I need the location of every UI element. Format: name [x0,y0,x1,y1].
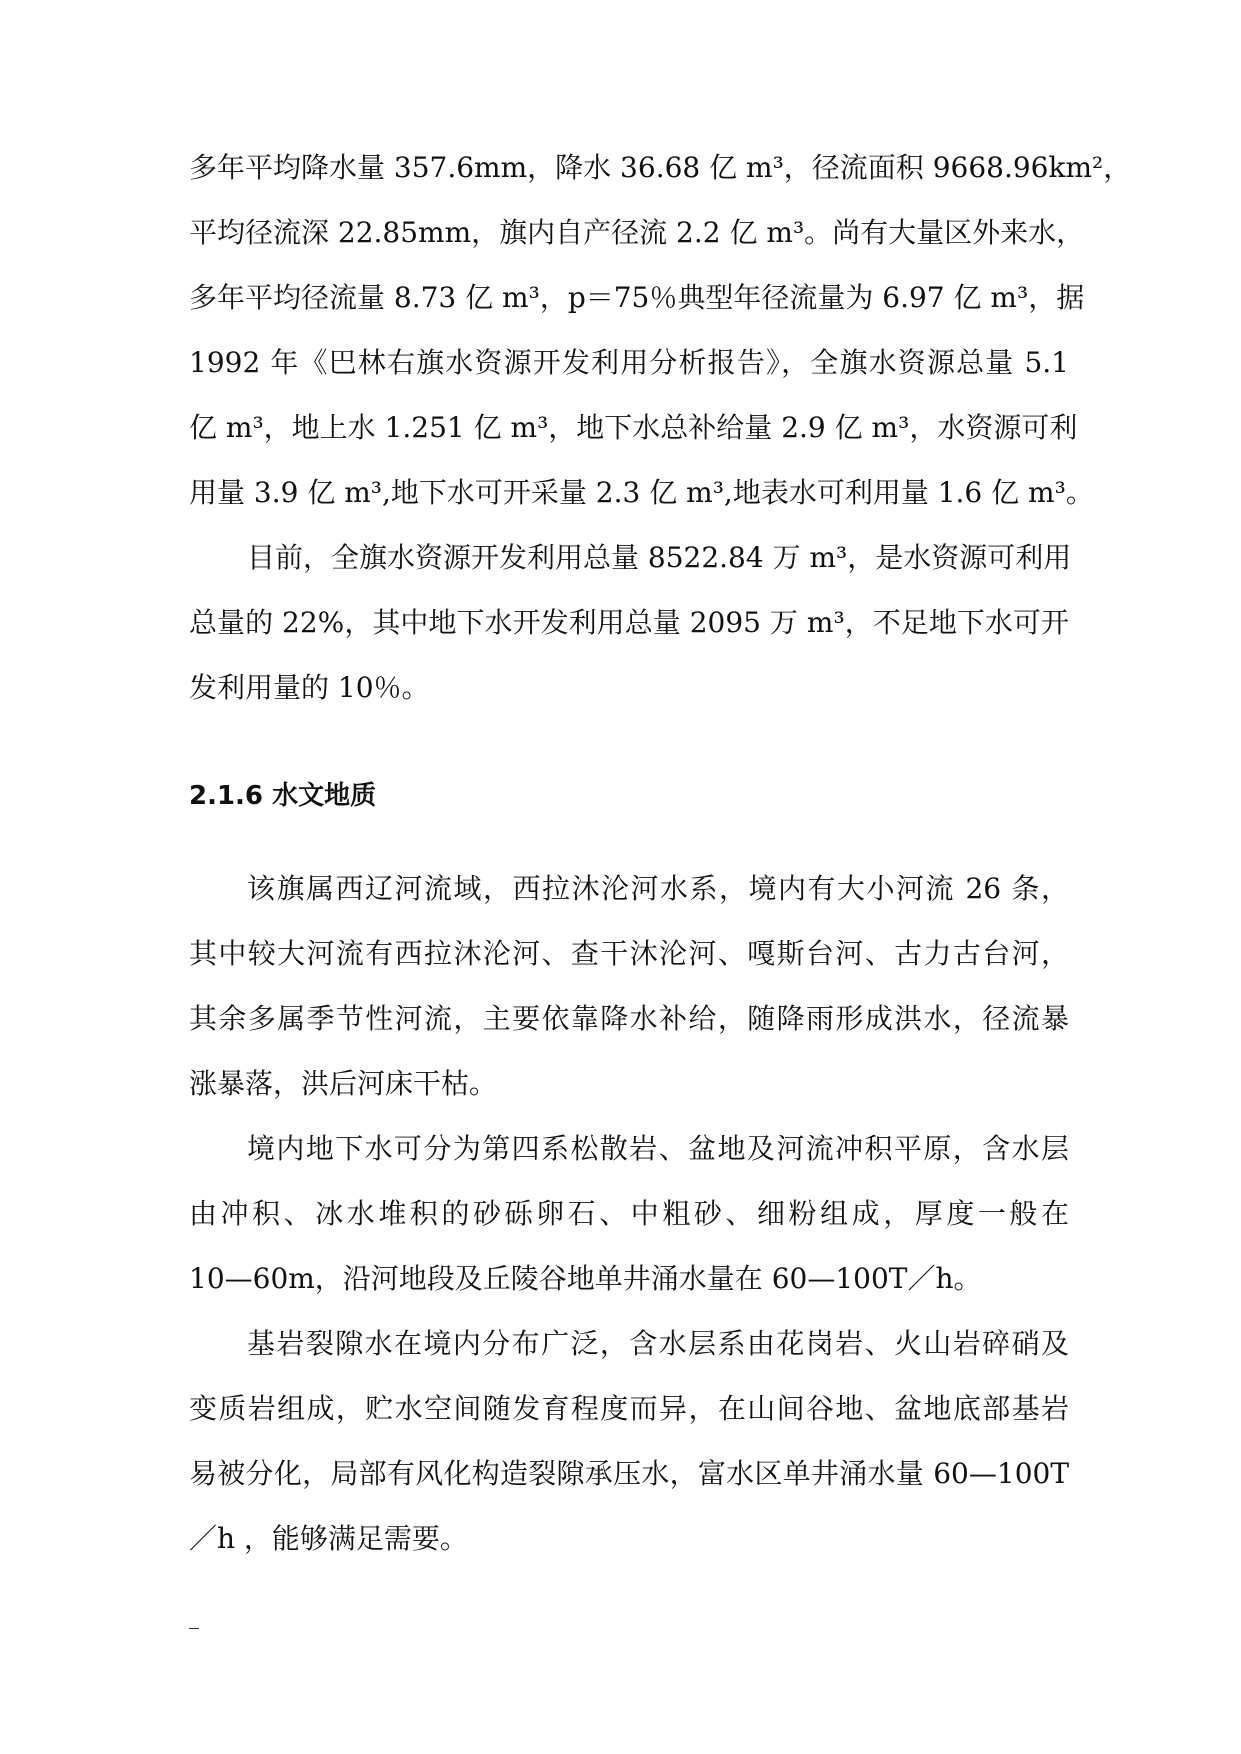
text-line: 1992 年《巴林右旗水资源开发利用分析报告》，全旗水资源总量 5.1 [189,346,1069,379]
text-line: 平均径流深 22.85mm，旗内自产径流 2.2 亿 m³。尚有大量区外来水， [189,216,1085,249]
text-line: 亿 m³，地上水 1.251 亿 m³，地下水总补给量 2.9 亿 m³，水资源可利 [189,411,1078,444]
text-line: 其余多属季节性河流，主要依靠降水补给，随降雨形成洪水，径流暴 [189,1002,1069,1035]
text-line: 由冲积、冰水堆积的砂砾卵石、中粗砂、细粉组成，厚度一般在 [189,1197,1069,1230]
text-line: 多年平均径流量 8.73 亿 m³，p＝75％典型年径流量为 6.97 亿 m³，据 [189,281,1085,314]
text-line: 发利用量的 10％。 [189,671,430,704]
footer-mark [189,1628,199,1629]
text-line: ／h ，能够满足需要。 [189,1522,468,1555]
section-heading: 2.1.6 水文地质 [189,781,377,811]
text-line: 变质岩组成，贮水空间随发育程度而异，在山间谷地、盆地底部基岩 [189,1392,1069,1425]
paragraph-bedrock-water [189,1311,1069,1571]
text-line: 总量的 22%，其中地下水开发利用总量 2095 万 m³，不足地下水可开 [189,606,1069,639]
text-line: 境内地下水可分为第四系松散岩、盆地及河流冲积平原，含水层 [247,1132,1069,1165]
text-line: 用量 3.9 亿 m³,地下水可开采量 2.3 亿 m³,地表水可利用量 1.6 亿 m³。 [189,476,1094,509]
text-line: 目前，全旗水资源开发利用总量 8522.84 万 m³，是水资源可利用 [247,541,1072,574]
text-line: 多年平均降水量 357.6mm，降水 36.68 亿 m³，径流面积 9668.96km²， [189,151,1132,184]
paragraph-river-system [189,856,1069,1116]
text-line: 涨暴落，洪后河床干枯。 [189,1067,498,1100]
text-line: 其中较大河流有西拉沐沦河、查干沐沦河、嘎斯台河、古力古台河， [189,937,1069,970]
text-line: 10—60m，沿河地段及丘陵谷地单井涌水量在 60—100T／h。 [189,1262,982,1295]
paragraph-water-utilization [189,525,1072,720]
text-line: 该旗属西辽河流域，西拉沐沦河水系，境内有大小河流 26 条， [247,872,1069,905]
text-line: 基岩裂隙水在境内分布广泛，含水层系由花岗岩、火山岩碎硝及 [247,1327,1069,1360]
paragraph-water-statistics [189,135,1132,525]
text-line: 易被分化，局部有风化构造裂隙承压水，富水区单井涌水量 60—100T [189,1457,1069,1490]
paragraph-groundwater [189,1116,1069,1311]
